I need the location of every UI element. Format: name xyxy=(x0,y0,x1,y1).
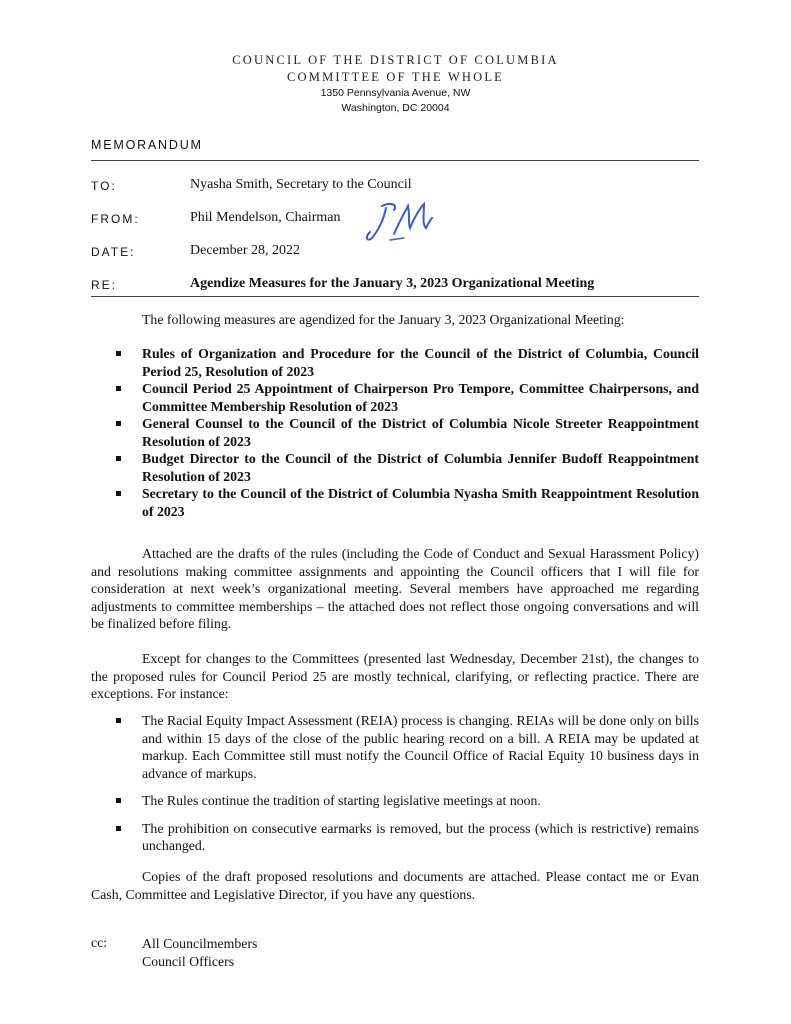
cc-recipients xyxy=(142,935,257,970)
letterhead xyxy=(0,52,791,116)
cc-recipient: All Councilmembers xyxy=(142,936,258,951)
measure-text: Rules of Organization and Procedure for the Council of the District of Columbia, Council Period 25, Resolution of 2023 xyxy=(142,346,699,379)
exception-text: The Rules continue the tradition of starting legislative meetings at noon. xyxy=(142,793,541,808)
measure-item xyxy=(91,380,699,415)
bullet-icon xyxy=(116,386,121,391)
to-value: Nyasha Smith, Secretary to the Council xyxy=(190,177,412,192)
bullet-icon xyxy=(116,351,121,356)
exception-item xyxy=(91,820,699,855)
measure-item xyxy=(91,345,699,380)
re-value: Agendize Measures for the January 3, 2023 Organizational Meeting xyxy=(190,276,595,291)
exceptions-list xyxy=(91,712,699,865)
bullet-icon xyxy=(116,456,121,461)
letterhead-city-address: Washington, DC 20004 xyxy=(341,102,450,114)
date-value: December 28, 2022 xyxy=(190,243,301,258)
paragraph-drafts: Attached are the drafts of the rules (including the Code of Conduct and Sexual Harassment Policy) and resolutions making committee assignments and appointing the Council officers that I will file for consideration at next week’s organizational meeting. Several members have approached me regarding adjustments to committee memberships – the attached does not reflect those ongoing conversations and will be finalized before filing. xyxy=(91,546,699,631)
re-label: RE: xyxy=(91,278,118,292)
date-label: DATE: xyxy=(91,245,136,259)
measure-text: Secretary to the Council of the District of Columbia Nyasha Smith Reappointment Resolution of 2023 xyxy=(142,486,699,519)
exception-text: The Racial Equity Impact Assessment (REIA) process is changing. REIAs will be done only on bills and within 15 days of the close of the public hearing record on a bill. A REIA may be updated at markup. Each Committee still must notify the Council Office of Racial Equity 10 business days in advance of markups. xyxy=(142,713,699,781)
bullet-icon xyxy=(116,826,121,831)
from-value: Phil Mendelson, Chairman xyxy=(190,210,341,225)
measure-item xyxy=(91,415,699,450)
letterhead-committee-name: COMMITTEE OF THE WHOLE xyxy=(286,70,505,84)
to-label: TO: xyxy=(91,179,117,193)
measures-list xyxy=(91,345,699,520)
header-divider-top xyxy=(91,160,699,161)
measure-text: Budget Director to the Council of the District of Columbia Jennifer Budoff Reappointment Resolution of 2023 xyxy=(142,451,699,484)
bullet-icon xyxy=(116,798,121,803)
letterhead-council-name: COUNCIL OF THE DISTRICT OF COLUMBIA xyxy=(232,53,559,67)
measure-text: Council Period 25 Appointment of Chairperson Pro Tempore, Committee Chairpersons, and Committee Membership Resolution of 2023 xyxy=(142,381,699,414)
exception-item xyxy=(91,712,699,782)
cc-label: cc: xyxy=(91,935,108,950)
chairman-signature xyxy=(364,198,434,246)
from-label: FROM: xyxy=(91,212,140,226)
letterhead-street-address: 1350 Pennsylvania Avenue, NW xyxy=(320,87,471,99)
exception-text: The prohibition on consecutive earmarks is removed, but the process (which is restrictive) remains unchanged. xyxy=(142,820,699,853)
bullet-icon xyxy=(116,718,121,723)
memorandum-heading: MEMORANDUM xyxy=(91,138,203,152)
bullet-icon xyxy=(116,491,121,496)
measure-item xyxy=(91,450,699,485)
paragraph-changes: Except for changes to the Committees (presented last Wednesday, December 21st), the changes to the proposed rules for Council Period 25 are mostly technical, clarifying, or reflecting practice. There are exceptions. For instance: xyxy=(91,651,699,701)
cc-recipient: Council Officers xyxy=(142,953,235,969)
measure-item xyxy=(91,485,699,520)
header-divider-bottom xyxy=(91,296,699,297)
bullet-icon xyxy=(116,421,121,426)
exception-item xyxy=(91,792,699,810)
paragraph-contact: Copies of the draft proposed resolutions and documents are attached. Please contact me or Evan Cash, Committee and Legislative Director, if you have any questions. xyxy=(91,869,699,902)
intro-sentence: The following measures are agendized for the January 3, 2023 Organizational Meeting: xyxy=(142,312,625,327)
measure-text: General Counsel to the Council of the District of Columbia Nicole Streeter Reappointment Resolution of 2023 xyxy=(142,416,699,449)
